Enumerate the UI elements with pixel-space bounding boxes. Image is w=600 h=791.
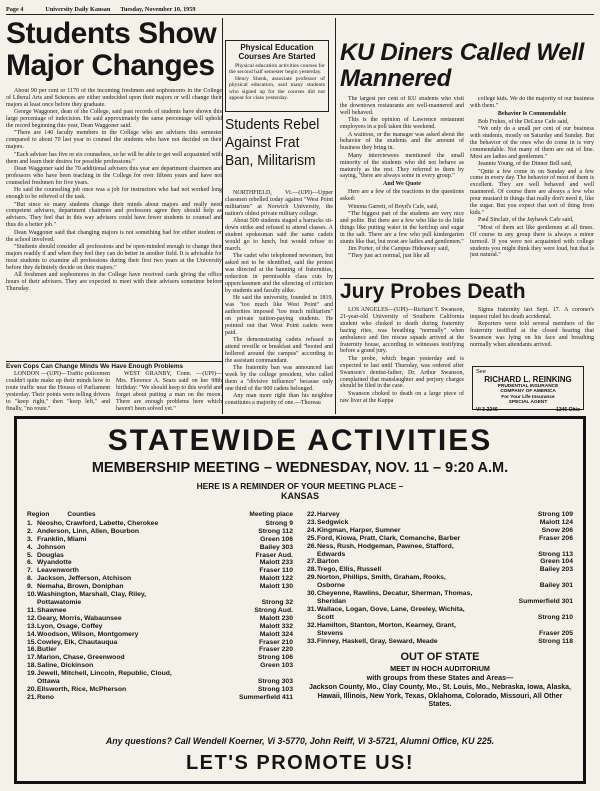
ad-tagline: For Your Life Insurance [501, 394, 555, 400]
region-row [27, 654, 293, 662]
region-row [307, 543, 573, 559]
article-paragraph: Many interviewees mentioned the small minority of the students who did not behave as maturely as the rest. They referred to them by saying, "there are always some in every group." [340, 152, 464, 180]
county-line: Stevens [317, 629, 344, 637]
article-subhead: Behavior Is Commendable [497, 110, 567, 117]
region-number: 2. [27, 527, 33, 535]
statewide-activities-ad [14, 416, 586, 784]
article-paragraph: WEST GRANBY, Conn. —(UPI)— Mrs. Florence A. Sears said on her 98th birthday: "We should keep to this world and forget about putting a man on the moon. There are enough problems here which haven't been solved yet." [116, 371, 222, 411]
out-of-state-title: OUT OF STATE [400, 651, 480, 664]
physical-education-headline: Physical Education Courses Are Started [238, 43, 316, 61]
region-counties [317, 622, 535, 638]
region-meeting-place: Bailey 303 [259, 543, 293, 551]
region-number: 27. [307, 558, 317, 566]
county-line: Sheridan [317, 597, 347, 605]
major-changes-headline: Students Show Major Changes [6, 17, 217, 82]
region-row [307, 535, 573, 543]
region-meeting-place: Fraser 210 [258, 638, 293, 646]
page-folio [6, 4, 594, 15]
county-line: Shawnee [37, 606, 67, 614]
region-meeting-place: Fraser 110 [259, 567, 293, 575]
region-counties [317, 535, 535, 543]
region-row [307, 606, 573, 622]
kansas-regions-right [307, 511, 573, 716]
region-counties [317, 606, 534, 622]
county-line: Trego, Ellis, Russell [317, 566, 382, 574]
region-number: 6. [27, 559, 33, 567]
article-paragraph: The cadet who telephoned newsmen, but asked not to be identified, said the protest was directed at the banning of fraternities, reduction in permissible class cuts by upperclassmen and the silencing of criticism by students and faculty alike. [225, 253, 333, 294]
article-paragraph: About 500 students staged a barracks sit-down strike and refused to attend classes. A student spokesman said the same cadets would go to lunch, but would refuse to march. [225, 218, 333, 252]
ku-diners-headline: KU Diners Called Well Mannered [340, 39, 584, 92]
region-meeting-place: Malott 124 [539, 518, 573, 526]
county-line: Wyandotte [37, 559, 72, 567]
article-paragraph: "Quite a few come in on Sunday and a few come in every day. The behavior of most of them is excellent. They are well behaved and well mannered. Of course there are always a few who pour mustard in things that really don't need it, like the sugar. But you expect that sort of thing from kids." [470, 168, 594, 216]
region-counties [37, 544, 256, 552]
header-counties: Counties [67, 511, 96, 518]
region-counties [37, 686, 254, 694]
county-line: Barton [317, 558, 339, 566]
region-counties [37, 567, 255, 575]
ad-phone: VI 3-2246 [476, 406, 498, 413]
region-meeting-place: Strong 303 [257, 678, 293, 686]
region-meeting-place: Strong Aud. [254, 606, 293, 614]
region-row [27, 686, 293, 694]
out-of-state-section [307, 651, 573, 709]
header-region: Region [27, 511, 50, 518]
region-counties [37, 591, 258, 607]
region-number: 23. [307, 518, 317, 526]
county-line: Harvey [317, 511, 340, 518]
article-paragraph: "The biggest part of the students are very nice and polite. But there are a few who like to do little things like putting water in the ketchup and sugar in the salt. There are a few who pull kindergarten stunts like that, but most are ladies and gentlemen." [340, 211, 464, 245]
region-row [307, 590, 573, 606]
hoch-auditorium-line: MEET IN HOCH AUDITORIUM [390, 664, 490, 674]
region-meeting-place: Summerfield 411 [238, 693, 293, 701]
county-line: Pottawatomie [37, 598, 82, 606]
county-line: Norton, Phillips, Smith, Graham, Rooks, [317, 574, 446, 582]
article-paragraph: Bob Frekes, of the DeLuxe Cafe said, [478, 118, 569, 125]
article-subhead: And We Quote [383, 181, 421, 188]
students-rebel-headline: Students Rebel Against Frat Ban, Militarism [225, 116, 320, 169]
promote-slogan: LET'S PROMOTE US! [185, 752, 415, 774]
kansas-regions-left [27, 511, 293, 716]
region-number: 3. [27, 535, 33, 543]
ad-agent-name: RICHARD L. REINKING [484, 375, 572, 384]
region-number: 13. [27, 622, 37, 630]
region-counties [317, 543, 534, 559]
region-meeting-place: Strong 112 [258, 527, 293, 535]
region-row [27, 528, 293, 536]
physical-education-box [225, 40, 329, 112]
county-line: Wallace, Logan, Gove, Lane, Greeley, Wichita, [317, 605, 465, 613]
region-number: 5. [27, 551, 33, 559]
region-counties [37, 694, 235, 702]
county-line: Finney, Haskell, Gray, Seward, Meade [317, 637, 438, 645]
region-counties [317, 574, 536, 590]
region-counties [37, 575, 256, 583]
county-line: Jewell, Mitchell, Lincoln, Republic, Cloud, [37, 670, 172, 678]
article-paragraph: The largest per cent of KU students who visit the downtown restaurants are well-mannered and well behaved. [340, 96, 464, 116]
region-meeting-place: Strong 113 [538, 550, 573, 558]
county-line: Scott [317, 613, 334, 621]
county-line: Hamilton, Stanton, Morton, Kearney, Grant, [317, 621, 456, 629]
article-paragraph: "Most of them act like gentlemen at all times. Of course in any group there is always a minor turmoil. If you were not acquainted with college students you might think they were loud, but that is just natural." [470, 224, 594, 259]
region-row [27, 607, 293, 615]
region-number: 8. [27, 575, 33, 583]
region-number: 14. [27, 630, 37, 638]
article-paragraph: Jim Porter, of the Campus Hideaway said, [348, 246, 450, 253]
article-paragraph: Here are a few of the reactions to the questions asked: [340, 189, 464, 203]
region-row [27, 544, 293, 552]
county-line: Douglas [37, 551, 64, 559]
article-paragraph: All freshmen and sophomores in the College have received cards giving the office hours of their advisers. They are expected to meet with their advisers sometime before Thursday. [6, 272, 222, 292]
region-row [27, 631, 293, 639]
region-counties [37, 520, 261, 528]
region-row [307, 566, 573, 574]
region-meeting-place: Strong 109 [537, 511, 573, 518]
region-row [27, 662, 293, 670]
region-number: 1. [27, 519, 33, 527]
article-paragraph: He said the counseling job once was a job for instructors who had not worked long enough to be relieved of the task. [6, 187, 222, 201]
region-number: 10. [27, 591, 37, 599]
county-line: Franklin, Miami [37, 535, 87, 543]
region-meeting-place: Snow 206 [541, 526, 573, 534]
article-paragraph: "We only do a small per cent of our business with students, mostly on Saturday and Sunday. But the behavior of the ones who do come in is very commendable. Not many of them are out of line. Most are ladies and gentlemen." [470, 126, 594, 160]
region-counties [317, 519, 536, 527]
region-number: 31. [307, 605, 317, 613]
region-counties [37, 615, 256, 623]
county-line: Nemaha, Brown, Doniphan [37, 583, 124, 591]
region-row [27, 615, 293, 623]
article-paragraph: "There are 140 faculty members in the College who are advisers this semester compared to about 70 last year to counsel the students who have not decided on their majors. [6, 130, 222, 151]
region-counties [317, 511, 534, 519]
region-number: 4. [27, 543, 33, 551]
county-line: Johnson [37, 543, 66, 551]
region-counties [37, 583, 256, 591]
article-paragraph: Dean Waggoner said the 70 additional advisers this year are department chairmen and professors who have been teaching in the College for over fifteen years and have not counseled freshmen for five years. [6, 165, 222, 186]
ad-company-line1: PRUDENTIAL INSURANCE [497, 384, 559, 389]
region-number: 28. [307, 566, 317, 574]
article-paragraph: About 90 per cent or 1170 of the incoming freshmen and sophomores in the College of Liberal Arts and Sciences are either undecided upon their majors or will change their majors at least once before they graduate. [6, 88, 222, 108]
region-row [307, 622, 573, 638]
article-paragraph: Physical education activities courses for the second half semester begin yesterday. [229, 63, 325, 76]
region-number: 18. [27, 662, 37, 670]
region-counties [37, 607, 250, 615]
header-meeting-place: Meeting place [249, 511, 293, 518]
region-counties [37, 654, 254, 662]
county-line: Jackson, Jefferson, Atchison [37, 575, 132, 583]
region-row [27, 639, 293, 647]
region-row [27, 670, 293, 686]
region-number: 33. [307, 637, 317, 645]
section-rule [340, 278, 594, 279]
region-meeting-place: Fraser Aud. [255, 551, 293, 559]
state-label: KANSAS [280, 491, 319, 501]
region-meeting-place: Fraser 205 [538, 629, 573, 637]
problems-article [116, 371, 222, 411]
article-paragraph: Any man more right than his neighbor constitutes a majority of one.—Thoreau [225, 393, 333, 407]
region-number: 19. [27, 670, 37, 678]
region-meeting-place: Malott 233 [259, 559, 293, 567]
article-paragraph: Dean Waggoner said that changing majors is not something bad for either student or the school involved. [6, 229, 222, 243]
region-number: 15. [27, 638, 37, 646]
region-row [27, 520, 293, 528]
county-line: Leavenworth [37, 567, 79, 575]
county-line: Reno [37, 693, 54, 701]
county-line: Ottawa [37, 678, 60, 686]
county-line: Kingman, Harper, Sumner [317, 526, 401, 534]
statewide-title: STATEWIDE ACTIVITIES [107, 424, 493, 457]
region-meeting-place: Fraser 206 [538, 534, 573, 542]
region-meeting-place: Green 103 [260, 662, 293, 670]
county-line: Sedgwick [317, 518, 349, 526]
ad-address: 1346 Ohio [556, 406, 580, 413]
region-number: 16. [27, 646, 37, 654]
county-line: Woodson, Wilson, Montgomery [37, 630, 139, 638]
region-meeting-place: Malott 130 [259, 583, 293, 591]
region-row [27, 552, 293, 560]
region-row [27, 575, 293, 583]
region-number: 29. [307, 574, 317, 582]
column-rule [335, 18, 336, 414]
region-meeting-place: Strong 118 [538, 637, 573, 645]
region-list [307, 511, 573, 645]
article-paragraph: Winona Garrett, of Boyd's Cafe, said, [348, 203, 439, 210]
region-row [27, 583, 293, 591]
region-meeting-place: Strong 106 [257, 654, 293, 662]
county-line: Cheyenne, Rawlins, Decatur, Sherman, Thomas, [317, 590, 473, 598]
region-counties [317, 558, 536, 566]
region-counties [37, 639, 255, 647]
article-paragraph: "They just act normal, just like all [348, 253, 430, 260]
region-counties [37, 646, 255, 654]
jury-probes-headline: Jury Probes Death [340, 280, 526, 303]
jury-article-col1 [340, 307, 464, 411]
insurance-ad [472, 366, 584, 413]
region-number: 21. [27, 693, 37, 701]
article-paragraph: Swanson choked to death on a large piece of raw liver at the Kappa [340, 390, 464, 404]
article-paragraph: "Each adviser has five or six counselees, so he will be able to get well acquainted with them and learn their desires for possible professions." [6, 151, 222, 165]
region-meeting-place: Strong 32 [261, 598, 293, 606]
meeting-place-reminder: HERE IS A REMINDER OF YOUR MEETING PLACE – [196, 481, 404, 491]
region-number: 30. [307, 590, 317, 598]
article-paragraph: The probe, which began yesterday and is expected to last until Thursday, was ordered after Swanson's dentist-father, Dr. Arthur Swanson, complained that manslaughter and perjury charges should be filed in the case. [340, 355, 464, 390]
region-meeting-place: Malott 122 [259, 575, 293, 583]
county-line: Cowley, Elk, Chautauqua [37, 638, 118, 646]
article-paragraph: NORTHFIELD, Vt.—(UPI)—Upper classmen rebelled today against "West Point militarism" at Norwich University, the nation's oldest private military college. [225, 190, 333, 217]
region-row [27, 623, 293, 631]
article-paragraph: Henry Shenk, associate professor of physical education, said many students who signed up for the courses did not appear for class yesterday. [229, 76, 325, 101]
article-paragraph: Sigma fraternity last Sept. 17. A coroner's inquest ruled his death accidental. [470, 307, 594, 320]
out-of-state-areas: Jackson County, Mo., Clay County, Mo., St. Louis, Mo., Nebraska, Iowa, Alaska, Hawaii, Illinois, New York, Texas, Oklahoma, Colorado, Missouri, All Other States. [308, 684, 572, 709]
region-counties [37, 662, 256, 670]
article-paragraph: LONDON —(UPI)—Traffic policemen couldn't quite make up their minds how to route traffic near the Houses of Parliament yesterday. Their points were telling drivers to "keep right," then "keep left," and finally, "no route." [6, 371, 110, 411]
regions-header [27, 511, 293, 519]
region-meeting-place: Strong 9 [265, 519, 293, 527]
region-row [307, 558, 573, 566]
region-counties [37, 559, 256, 567]
article-paragraph: This is the opinion of Lawrence restaurant employees in a poll taken this weekend. [340, 117, 464, 131]
county-line: Anderson, Linn, Allen, Bourbon [37, 527, 140, 535]
region-meeting-place: Bailey 301 [539, 582, 573, 590]
newspaper-page [6, 4, 594, 787]
cops-headline: Even Cops Can Change Minds We Have Enough Problems [6, 361, 222, 371]
county-line: Geary, Morris, Wabaunsee [37, 614, 122, 622]
region-number: 7. [27, 567, 33, 575]
article-paragraph: The fraternity ban was announced last week by the college president, who called them a "divisive influence" because only one third of the 900 cadets belonged. [225, 365, 333, 392]
article-paragraph: George Waggoner, dean of the College, said past records of students have shown this large percentage of indecision. He said approximately the same percentage will uphold the record beginning this year, Dean Waggoner said. [6, 109, 222, 130]
county-line: Ellsworth, Rice, McPherson [37, 685, 127, 693]
region-row [307, 574, 573, 590]
county-line: Washington, Marshall, Clay, Riley, [37, 591, 147, 599]
region-meeting-place: Summerfield 301 [518, 597, 573, 605]
region-meeting-place: Green 106 [260, 535, 293, 543]
questions-contact-line: Any questions? Call Wendell Koerner, Vi 3-5770, John Reiff, Vi 3-5721, Alumni Office, KU 225. [105, 736, 495, 746]
region-meeting-place: Strong 210 [537, 613, 573, 621]
region-row [307, 527, 573, 535]
region-counties [37, 670, 254, 686]
region-number: 20. [27, 685, 37, 693]
students-rebel-article [225, 190, 333, 412]
issue-date: Tuesday, November 10, 1959 [120, 6, 196, 13]
states-areas-line: with groups from these States and Areas— [366, 673, 514, 683]
region-row [307, 638, 573, 646]
cops-article [6, 371, 110, 411]
region-number: 26. [307, 542, 317, 550]
county-line: Ness, Rush, Hodgeman, Pawnee, Stafford, [317, 542, 454, 550]
region-meeting-place: Bailey 203 [539, 566, 573, 574]
region-row [27, 536, 293, 544]
article-paragraph: The demonstrating cadets refused to attend reveille or breakfast and "booted and hollered around the campus" according to the assistant commandant. [225, 337, 333, 364]
paper-name: University Daily Kansan [45, 6, 111, 13]
region-row [27, 591, 293, 607]
county-line: Saline, Dickinson [37, 662, 94, 670]
county-line: Marion, Chase, Greenwood [37, 654, 125, 662]
article-paragraph: A waitress, or the manager was asked about the behavior of the students and the amount of business they bring in. [340, 131, 464, 152]
region-counties [37, 528, 254, 536]
county-line: Butler [37, 646, 57, 654]
region-meeting-place: Malott 230 [259, 614, 293, 622]
region-counties [37, 552, 251, 560]
region-number: 11. [27, 606, 37, 614]
ku-diners-article-col2 [470, 96, 594, 276]
region-number: 9. [27, 583, 33, 591]
region-number: 32. [307, 621, 317, 629]
region-row [307, 519, 573, 527]
region-meeting-place: Green 104 [540, 558, 573, 566]
ad-see: See [476, 369, 486, 375]
jury-article-col2 [470, 307, 594, 361]
region-row [27, 559, 293, 567]
region-counties [37, 623, 256, 631]
membership-meeting-line: MEMBERSHIP MEETING – WEDNESDAY, NOV. 11 – 9:20 A.M. [91, 460, 509, 476]
article-paragraph: Jeannie Young, of the Dinner Bell said, [478, 161, 573, 168]
county-line: Neosho, Crawford, Labette, Cherokee [37, 519, 159, 527]
region-row [27, 646, 293, 654]
county-line: Osborne [317, 582, 345, 590]
region-number: 25. [307, 534, 317, 542]
region-counties [37, 631, 256, 639]
article-paragraph: Reporters were told several members of the fraternity testified at the closed hearing that Swanson was lying on his face and breathing normally when attendants arrived. [470, 321, 594, 349]
page-number: Page 4 [6, 6, 24, 13]
region-counties [317, 527, 538, 535]
county-line: Ford, Kiowa, Pratt, Clark, Comanche, Barber [317, 534, 461, 542]
region-number: 22. [307, 511, 317, 518]
region-number: 12. [27, 614, 37, 622]
physical-education-article [229, 63, 325, 101]
region-row [307, 511, 573, 519]
column-rule [222, 18, 223, 414]
article-paragraph: LOS ANGELES—(UPI)—Richard T. Swanson, 21-year-old University of Southern California student who choked to death during fraternity hazing rites, was breathing "normally" when ambulance and fire rescue squads arrived at the fraternity house, according to witnesses testifying before a grand jury. [340, 307, 464, 355]
article-paragraph: Paul Sinclair, of the Jayhawk Cafe said, [478, 217, 574, 224]
region-list [27, 520, 293, 702]
article-paragraph: college kids. We do the majority of our business with them." [470, 96, 594, 109]
region-counties [317, 590, 515, 606]
county-line: Edwards [317, 550, 346, 558]
ad-company-line2: COMPANY OF AMERICA [500, 389, 556, 395]
region-meeting-place: Malott 332 [259, 622, 293, 630]
region-number: 17. [27, 654, 37, 662]
region-number: 24. [307, 526, 317, 534]
article-paragraph: He said the university, founded in 1819, was "too much like West Point" and authorities imposed "too much militarism" on private tuition-paying students. He pointed out that West Point cadets were paid. [225, 295, 333, 336]
region-row [27, 694, 293, 702]
ad-agent-title: SPECIAL AGENT [508, 400, 548, 406]
region-counties [37, 536, 256, 544]
ku-diners-article-col1 [340, 96, 464, 276]
major-changes-article [6, 88, 222, 358]
region-meeting-place: Strong 103 [257, 685, 293, 693]
county-line: Lyon, Osage, Coffey [37, 622, 103, 630]
region-counties [317, 638, 534, 646]
article-paragraph: "But since so many students change their minds about majors and really need competent advisers, department chairmen and professors agree they should help as advisers. They feel that in this way advisers could have fewer students to counsel and thus do a better job." [6, 201, 222, 229]
region-counties [317, 566, 536, 574]
region-meeting-place: Malott 324 [259, 630, 293, 638]
region-meeting-place: Fraser 220 [258, 646, 293, 654]
region-row [27, 567, 293, 575]
article-paragraph: "Students should consider all professions and be open-minded enough to change their majors readily if and when they feel they can do better in another field. It is advisable for most students to examine all professions during their first two years at the University before they definitely decide on their majors." [6, 243, 222, 271]
